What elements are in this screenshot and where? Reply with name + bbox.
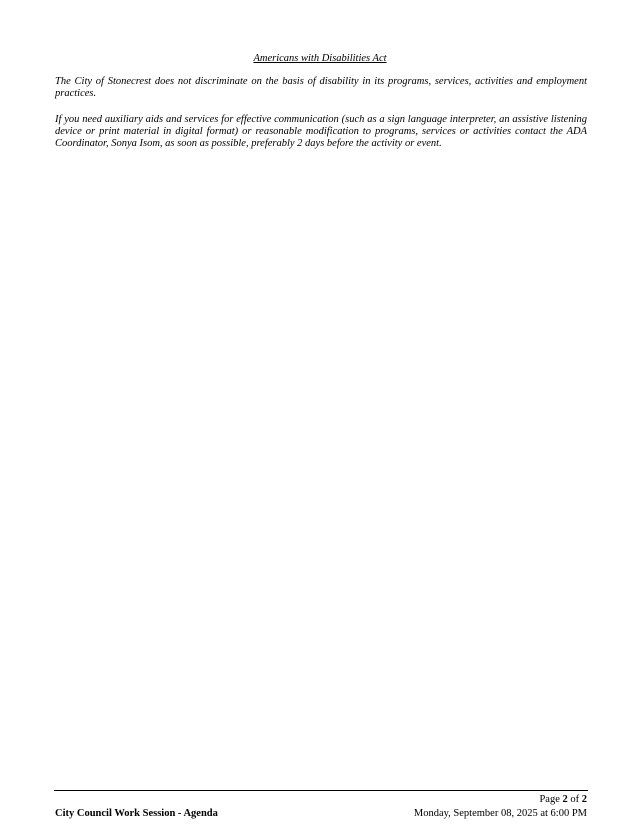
nondiscrimination-paragraph: The City of Stonecrest does not discriminate on the basis of disability in its programs, services, activities and employment practices. [55, 76, 587, 100]
page-current: 2 [562, 794, 568, 805]
accommodation-paragraph: If you need auxiliary aids and services for effective communication (such as a sign language interpreter, an assistive listening device or print material in digital format) or reasonable modification to programs, services or activities contact the ADA Coordinator, Sonya Isom, as soon as possible, preferably 2 days before the activity or event. [55, 114, 587, 150]
footer-divider [54, 790, 588, 791]
page-label: Page [539, 794, 560, 805]
page-total: 2 [581, 794, 587, 805]
page-of-label: of [570, 794, 580, 805]
ada-heading: Americans with Disabilities Act [253, 53, 387, 64]
meeting-title: City Council Work Session - Agenda [55, 808, 218, 819]
page-number [539, 793, 587, 806]
meeting-datetime: Monday, September 08, 2025 at 6:00 PM [413, 808, 587, 819]
